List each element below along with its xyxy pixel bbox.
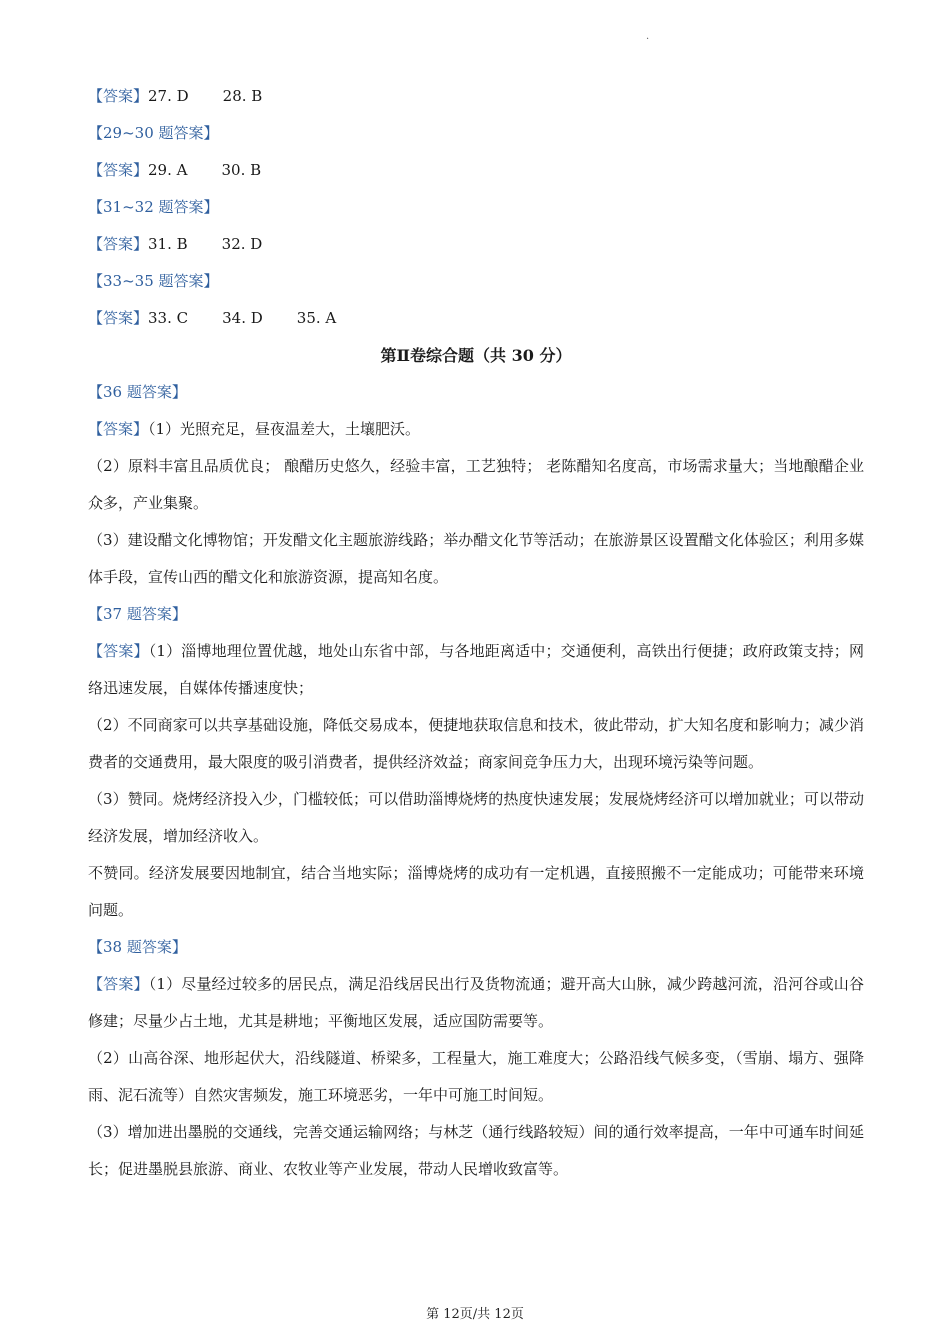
q38-part-3: （3）增加进出墨脱的交通线，完善交通运输网络；与林芝（通行线路较短）间的通行效率提高，一年中可通车时间延长；促进墨脱县旅游、商业、农牧业等产业发展，带动人民增收致富等。	[88, 1123, 864, 1178]
q37-part-1-text: （1）淄博地理位置优越，地处山东省中部，与各地距离适中；交通便利，高铁出行便捷；政府政策支持；网络迅速发展，自媒体传播速度快；	[88, 642, 864, 697]
answer-item: 28. B	[222, 87, 263, 105]
answer-item: 30. B	[221, 161, 262, 179]
question-heading-36: 【36 题答案】	[88, 383, 187, 401]
answer-tag: 【答案】	[88, 309, 149, 327]
q36-part-1-text: （1）光照充足，昼夜温差大，土壤肥沃。	[148, 420, 421, 438]
answer-tag: 【答案】	[88, 642, 149, 660]
page-footer: 第 12页/共 12页	[426, 1307, 524, 1322]
decorative-dot: ·	[646, 34, 650, 45]
answer-line-33-35	[88, 300, 864, 337]
q36-part-2: （2）原料丰富且品质优良； 酿醋历史悠久，经验丰富，工艺独特； 老陈醋知名度高，市场需求量大；当地酿醋企业众多，产业集聚。	[88, 457, 864, 512]
answer-tag: 【答案】	[88, 161, 149, 179]
q37-part-4: 不赞同。经济发展要因地制宜，结合当地实际；淄博烧烤的成功有一定机遇，直接照搬不一定能成功；可能带来环境问题。	[88, 864, 864, 919]
q38-part-1-text: （1）尽量经过较多的居民点，满足沿线居民出行及货物流通；避开高大山脉，减少跨越河流，沿河谷或山谷修建；尽量少占土地，尤其是耕地；平衡地区发展，适应国防需要等。	[88, 975, 864, 1030]
answer-item: 33. C	[148, 309, 189, 327]
answer-tag: 【答案】	[88, 235, 149, 253]
question-heading-33-35: 【33~35 题答案】	[88, 272, 219, 290]
answer-item: 32. D	[221, 235, 263, 253]
answer-item: 27. D	[148, 87, 189, 105]
q37-part-2: （2）不同商家可以共享基础设施，降低交易成本，便捷地获取信息和技术，彼此带动，扩大知名度和影响力；减少消费者的交通费用，最大限度的吸引消费者，提供经济效益；商家间竞争压力大，出现环境污染等问题。	[88, 716, 864, 771]
answer-item: 35. A	[296, 309, 337, 327]
answer-line-29-30	[88, 152, 864, 189]
answer-content	[88, 78, 864, 1188]
q38-part-2: （2）山高谷深、地形起伏大，沿线隧道、桥梁多，工程量大，施工难度大；公路沿线气候多变，（雪崩、塌方、强降雨、泥石流等）自然灾害频发，施工环境恶劣，一年中可施工时间短。	[88, 1049, 864, 1104]
answer-tag: 【答案】	[88, 975, 149, 993]
answer-item: 34. D	[222, 309, 263, 327]
answer-line-27-28	[88, 78, 864, 115]
answer-tag: 【答案】	[88, 420, 149, 438]
q38-part-1	[88, 966, 864, 1040]
q37-part-1	[88, 633, 864, 707]
q36-part-3: （3）建设醋文化博物馆；开发醋文化主题旅游线路；举办醋文化节等活动；在旅游景区设置醋文化体验区；利用多媒体手段，宣传山西的醋文化和旅游资源，提高知名度。	[88, 531, 864, 586]
question-heading-31-32: 【31~32 题答案】	[88, 198, 219, 216]
answer-item: 31. B	[148, 235, 188, 253]
section-title: 第Ⅱ卷综合题（共 30 分）	[380, 346, 572, 365]
question-heading-37: 【37 题答案】	[88, 605, 187, 623]
question-heading-38: 【38 题答案】	[88, 938, 187, 956]
answer-line-31-32	[88, 226, 864, 263]
q36-part-1	[88, 411, 864, 448]
answer-item: 29. A	[148, 161, 188, 179]
question-heading-29-30: 【29~30 题答案】	[88, 124, 219, 142]
q37-part-3: （3）赞同。烧烤经济投入少，门槛较低；可以借助淄博烧烤的热度快速发展；发展烧烤经济可以增加就业；可以带动经济发展，增加经济收入。	[88, 790, 864, 845]
answer-tag: 【答案】	[88, 87, 149, 105]
